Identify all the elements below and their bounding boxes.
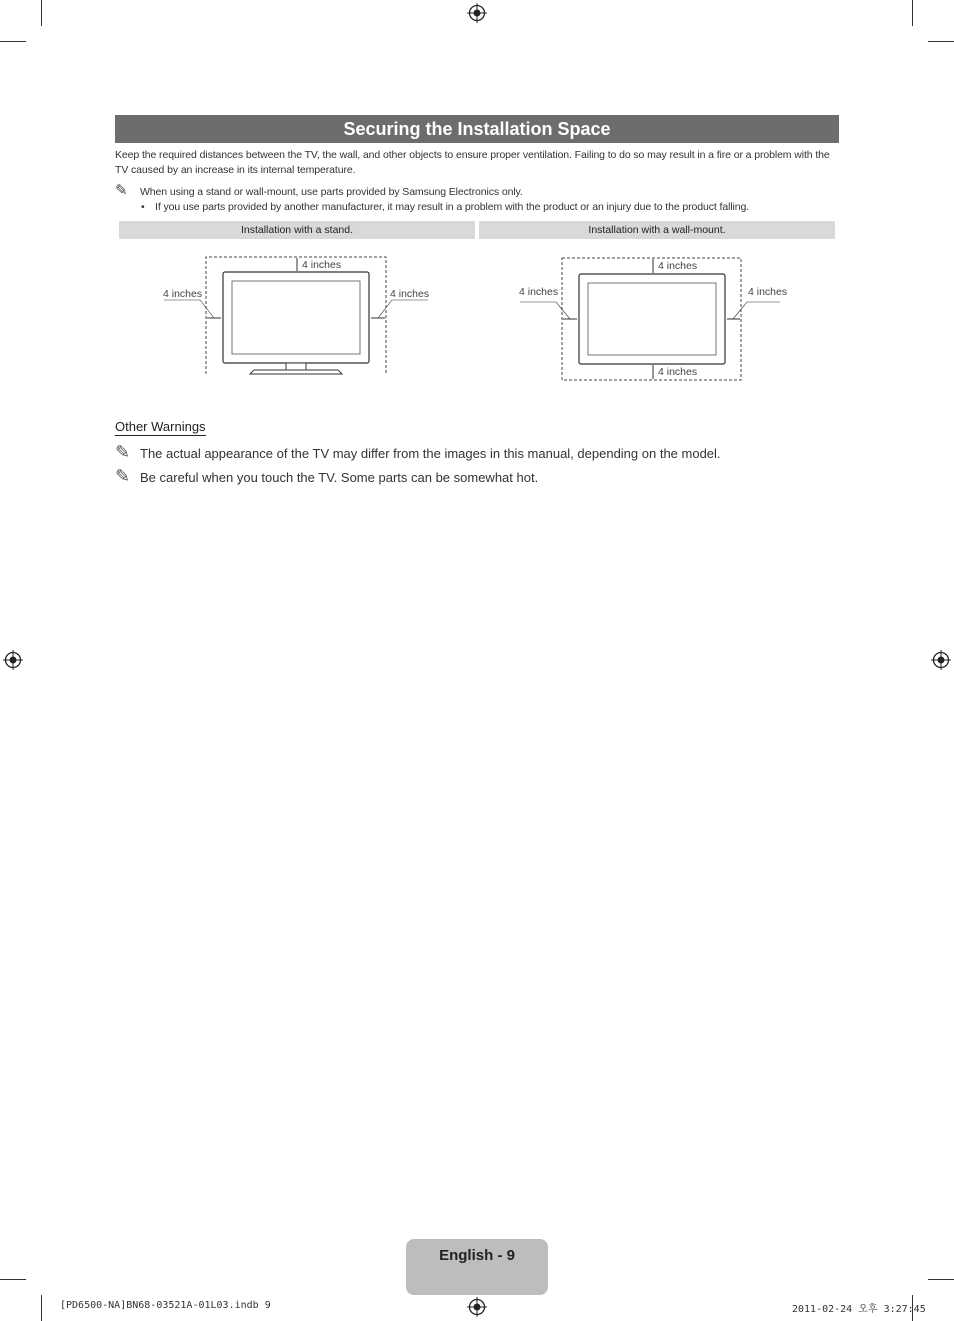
caption-stand: Installation with a stand. xyxy=(119,221,475,239)
stand-base xyxy=(250,370,342,374)
bullet-dot: • xyxy=(141,201,145,213)
wall-mount-diagram xyxy=(519,258,787,380)
warning-item: The actual appearance of the TV may differ from the images in this manual, depending on the model. xyxy=(140,446,721,461)
page-title: Securing the Installation Space xyxy=(115,115,839,143)
wall-right-distance-label: 4 inches xyxy=(748,286,788,298)
registration-mark-left-icon xyxy=(3,650,23,670)
intro-paragraph: Keep the required distances between the TV, the wall, and other objects to ensure proper ventilation. Failing to do so may result in a fire or a problem with the TV caused by an increase in its internal temperature. xyxy=(115,149,830,176)
page-number-badge xyxy=(406,1239,548,1295)
footer-file-info: [PD6500-NA]BN68-03521A-01L03.indb 9 xyxy=(60,1300,271,1311)
note-pencil-icon: ✎ xyxy=(115,466,131,486)
bullet-text: If you use parts provided by another manufacturer, it may result in a problem with the product or an injury due to the product falling. xyxy=(155,201,750,213)
wall-bottom-distance-label: 4 inches xyxy=(658,366,698,378)
stand-right-distance-label: 4 inches xyxy=(390,288,430,300)
registration-mark-bottom-icon xyxy=(467,1297,487,1317)
page-number: English - 9 xyxy=(439,1247,515,1264)
crop-mark-bottom-right-h xyxy=(928,1279,954,1280)
note-pencil-icon: ✎ xyxy=(115,182,128,199)
crop-mark-bottom-left-h xyxy=(0,1279,26,1280)
stand-diagram xyxy=(163,257,429,374)
wall-top-distance-label: 4 inches xyxy=(658,260,698,272)
wall-left-distance-label: 4 inches xyxy=(519,286,559,298)
crop-mark-bottom-left-v xyxy=(41,1295,42,1321)
stand-left-distance-label: 4 inches xyxy=(163,288,203,300)
note-pencil-icon: ✎ xyxy=(115,442,131,462)
installation-diagrams xyxy=(0,0,954,400)
wall-tv-screen xyxy=(588,283,716,355)
warning-item: Be careful when you touch the TV. Some parts can be somewhat hot. xyxy=(140,470,539,485)
footer-timestamp: 2011-02-24 오후 3:27:45 xyxy=(792,1304,926,1315)
stand-top-distance-label: 4 inches xyxy=(302,259,342,271)
note-text: When using a stand or wall-mount, use parts provided by Samsung Electronics only. xyxy=(140,186,523,198)
caption-wall-mount: Installation with a wall-mount. xyxy=(479,221,835,239)
other-warnings-title: Other Warnings xyxy=(115,419,206,434)
registration-mark-right-icon xyxy=(931,650,951,670)
stand-tv-screen xyxy=(232,281,360,354)
